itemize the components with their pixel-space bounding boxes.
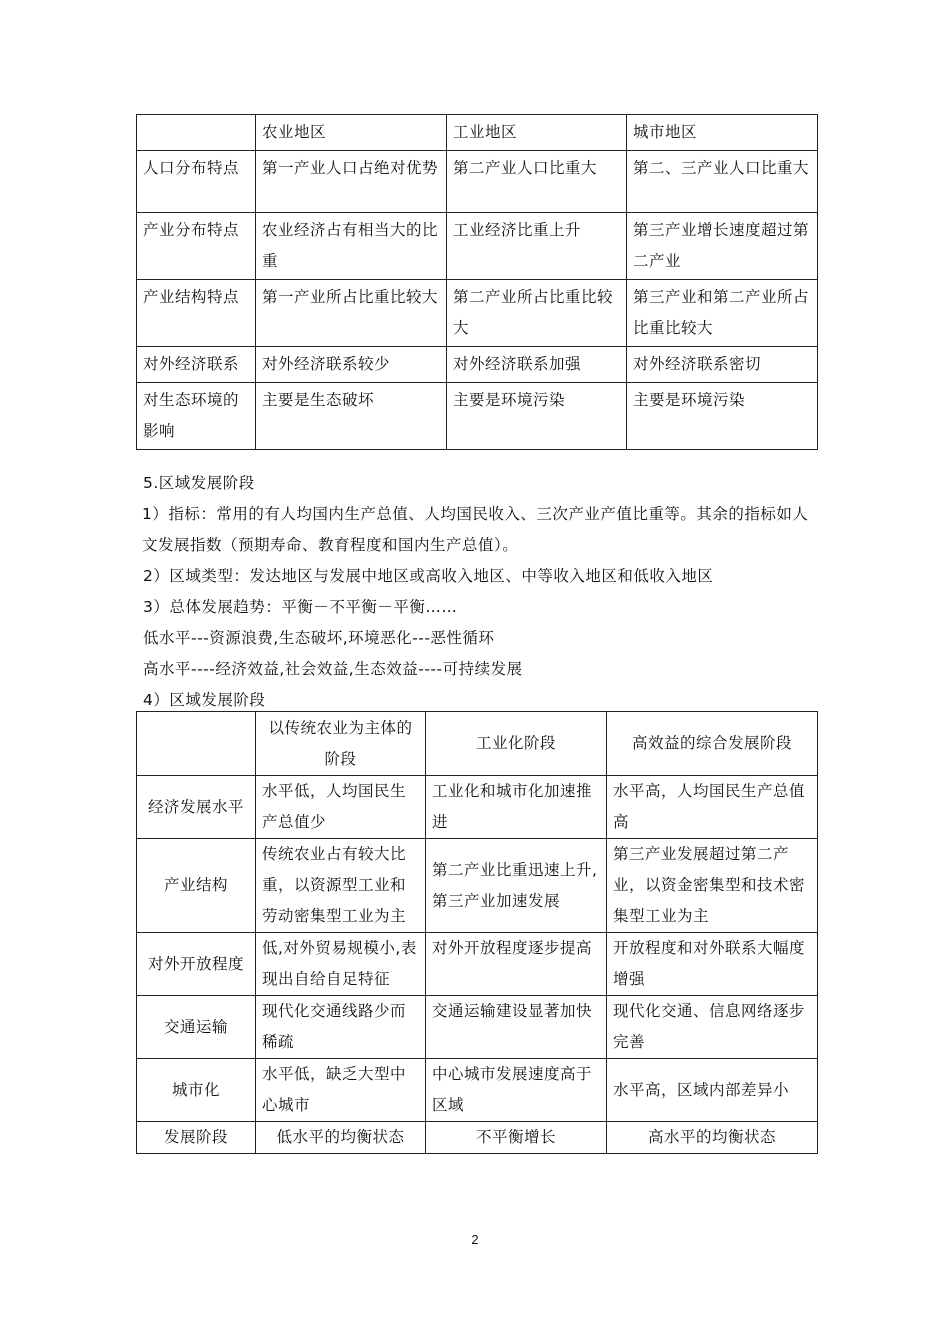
table-cell: 对外开放程度逐步提高 bbox=[426, 933, 607, 996]
table-cell: 对外经济联系较少 bbox=[256, 347, 447, 383]
header-cell: 工业地区 bbox=[447, 115, 627, 151]
table-row bbox=[137, 933, 818, 996]
table-cell: 第三产业和第二产业所占比重比较大 bbox=[627, 280, 818, 347]
table-cell: 第一产业人口占绝对优势 bbox=[256, 151, 447, 213]
header-cell bbox=[137, 115, 256, 151]
region-type-table bbox=[136, 114, 818, 450]
row-label-cell: 产业分布特点 bbox=[137, 213, 256, 280]
page-number: 2 bbox=[471, 1232, 479, 1247]
development-stage-table bbox=[136, 711, 818, 1154]
table-cell: 主要是生态破坏 bbox=[256, 383, 447, 450]
table-cell: 主要是环境污染 bbox=[447, 383, 627, 450]
table-row bbox=[137, 1122, 818, 1154]
table-cell: 低,对外贸易规模小,表现出自给自足特征 bbox=[256, 933, 426, 996]
table-row bbox=[137, 213, 818, 280]
row-label-cell: 人口分布特点 bbox=[137, 151, 256, 213]
paragraph-trend: 3）总体发展趋势：平衡－不平衡－平衡…… bbox=[143, 598, 458, 616]
header-cell: 工业化阶段 bbox=[426, 712, 607, 776]
table-cell: 水平高，区域内部差异小 bbox=[607, 1059, 818, 1122]
table-cell: 农业经济占有相当大的比重 bbox=[256, 213, 447, 280]
row-label-cell: 对生态环境的影响 bbox=[137, 383, 256, 450]
table-row bbox=[137, 347, 818, 383]
section-title: 5.区域发展阶段 bbox=[143, 474, 255, 492]
row-label-cell: 产业结构特点 bbox=[137, 280, 256, 347]
table-cell: 对外经济联系加强 bbox=[447, 347, 627, 383]
header-cell: 高效益的综合发展阶段 bbox=[607, 712, 818, 776]
table-cell: 水平高，人均国民生产总值高 bbox=[607, 776, 818, 839]
row-label-cell: 产业结构 bbox=[137, 839, 256, 933]
table-cell: 对外经济联系密切 bbox=[627, 347, 818, 383]
table-header-row bbox=[137, 115, 818, 151]
table-row bbox=[137, 776, 818, 839]
table-row bbox=[137, 1059, 818, 1122]
table-cell: 中心城市发展速度高于区域 bbox=[426, 1059, 607, 1122]
section-region-development bbox=[143, 468, 823, 716]
row-label-cell: 交通运输 bbox=[137, 996, 256, 1059]
table-cell: 传统农业占有较大比重，以资源型工业和劳动密集型工业为主 bbox=[256, 839, 426, 933]
table-cell: 第二产业比重迅速上升,第三产业加速发展 bbox=[426, 839, 607, 933]
table-cell: 第二产业所占比重比较大 bbox=[447, 280, 627, 347]
table-row bbox=[137, 151, 818, 213]
table-cell: 现代化交通线路少而稀疏 bbox=[256, 996, 426, 1059]
table-cell: 工业化和城市化加速推进 bbox=[426, 776, 607, 839]
header-cell: 城市地区 bbox=[627, 115, 818, 151]
table-cell: 主要是环境污染 bbox=[627, 383, 818, 450]
table-cell: 水平低，人均国民生产总值少 bbox=[256, 776, 426, 839]
paragraph-indicators: 1）指标：常用的有人均国内生产总值、人均国民收入、三次产业产值比重等。其余的指标如人文发展指数（预期寿命、教育程度和国内生产总值）。 bbox=[142, 505, 809, 554]
table-cell: 现代化交通、信息网络逐步完善 bbox=[607, 996, 818, 1059]
paragraph-low-level: 低水平---资源浪费,生态破坏,环境恶化---恶性循环 bbox=[143, 629, 495, 647]
header-cell bbox=[137, 712, 256, 776]
paragraph-stages-heading: 4）区域发展阶段 bbox=[143, 691, 266, 709]
table-cell: 第二产业人口比重大 bbox=[447, 151, 627, 213]
paragraph-high-level: 高水平----经济效益,社会效益,生态效益----可持续发展 bbox=[143, 660, 523, 678]
row-label-cell: 对外经济联系 bbox=[137, 347, 256, 383]
table-cell: 交通运输建设显著加快 bbox=[426, 996, 607, 1059]
table-cell: 第三产业发展超过第二产业，以资金密集型和技术密集型工业为主 bbox=[607, 839, 818, 933]
table-cell: 不平衡增长 bbox=[426, 1122, 607, 1154]
header-cell: 农业地区 bbox=[256, 115, 447, 151]
table-cell: 低水平的均衡状态 bbox=[256, 1122, 426, 1154]
table-cell: 开放程度和对外联系大幅度增强 bbox=[607, 933, 818, 996]
table-cell: 工业经济比重上升 bbox=[447, 213, 627, 280]
header-cell: 以传统农业为主体的阶段 bbox=[256, 712, 426, 776]
table-row bbox=[137, 839, 818, 933]
table-cell: 第二、三产业人口比重大 bbox=[627, 151, 818, 213]
table-row bbox=[137, 280, 818, 347]
table-cell: 高水平的均衡状态 bbox=[607, 1122, 818, 1154]
table-cell: 第一产业所占比重比较大 bbox=[256, 280, 447, 347]
paragraph-region-types: 2）区域类型：发达地区与发展中地区或高收入地区、中等收入地区和低收入地区 bbox=[143, 567, 714, 585]
table-row bbox=[137, 996, 818, 1059]
row-label-cell: 发展阶段 bbox=[137, 1122, 256, 1154]
table-cell: 水平低，缺乏大型中心城市 bbox=[256, 1059, 426, 1122]
table-row bbox=[137, 383, 818, 450]
row-label-cell: 城市化 bbox=[137, 1059, 256, 1122]
row-label-cell: 对外开放程度 bbox=[137, 933, 256, 996]
table-header-row bbox=[137, 712, 818, 776]
table-cell: 第三产业增长速度超过第二产业 bbox=[627, 213, 818, 280]
row-label-cell: 经济发展水平 bbox=[137, 776, 256, 839]
